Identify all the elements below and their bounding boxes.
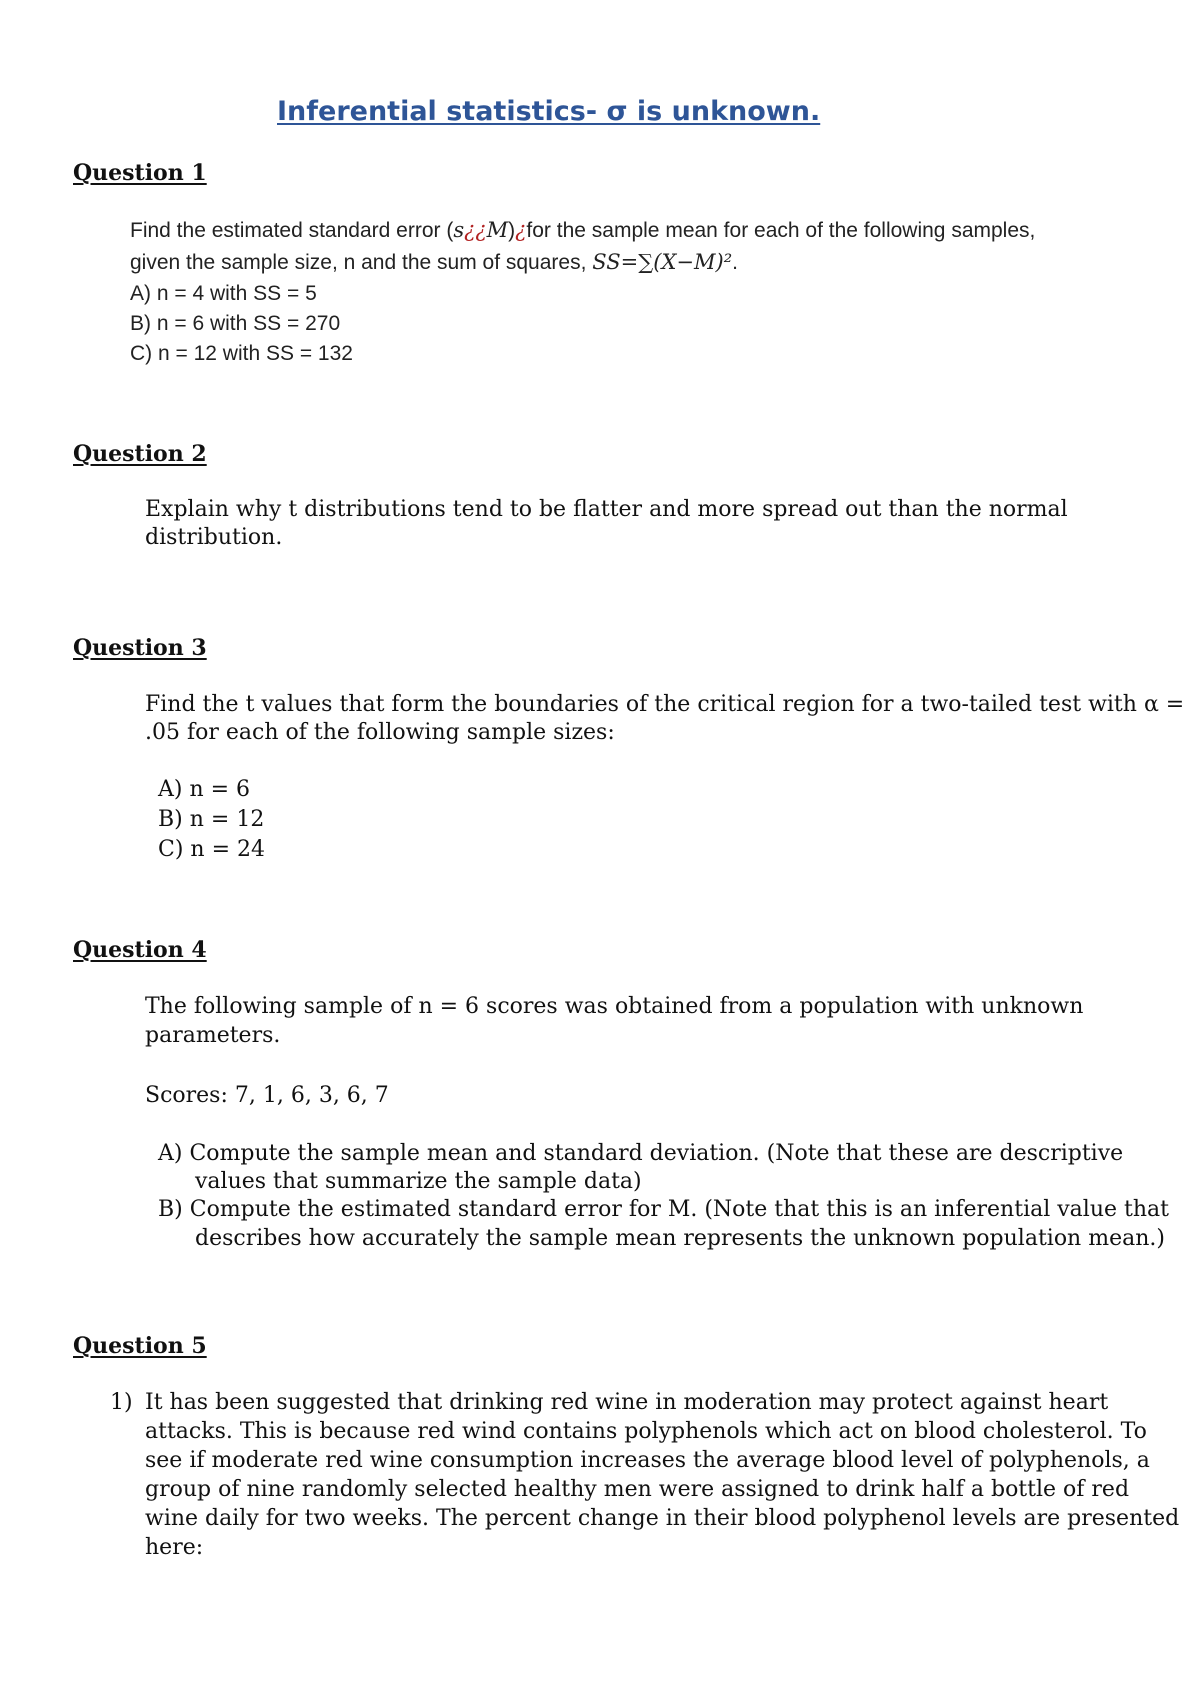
question-2-text-line-1: Explain why t distributions tend to be flatter and more spread out than the normal [145,497,1068,522]
question-5-text-line-2: attacks. This is because red wind contains polyphenols which act on blood cholesterol. To [145,1419,1147,1444]
question-5-text-line-4: group of nine randomly selected healthy men were assigned to drink half a bottle of red [145,1477,1130,1502]
question-3-text-line-1: Find the t values that form the boundaries of the critical region for a two-tailed test with α = [145,692,1185,717]
question-4-heading: Question 4 [73,937,207,963]
question-5-text-line-1: It has been suggested that drinking red wine in moderation may protect against heart [145,1390,1109,1415]
question-3-heading: Question 3 [73,635,207,661]
question-3-item-a: A) n = 6 [158,777,251,802]
question-4-scores: Scores: 7, 1, 6, 3, 6, 7 [145,1083,389,1108]
question-4-text-line-1: The following sample of n = 6 scores was obtained from a population with unknown [145,994,1084,1019]
question-4-item-b-line-1: B) Compute the estimated standard error for M. (Note that this is an inferential value that [158,1197,1169,1222]
question-2-heading: Question 2 [73,441,207,467]
question-5-heading: Question 5 [73,1333,207,1359]
question-3-item-b: B) n = 12 [158,807,265,832]
question-1-item-c: C) n = 12 with SS = 132 [130,342,353,365]
question-5-text-line-5: wine daily for two weeks. The percent change in their blood polyphenol levels are presented [145,1506,1180,1531]
question-4-text-line-2: parameters. [145,1023,281,1048]
question-3-text-line-2: .05 for each of the following sample sizes: [145,720,615,745]
question-1-item-a: A) n = 4 with SS = 5 [130,282,317,305]
question-1-text-line-2: given the sample size, n and the sum of squares, SS=∑(X−M)². [130,250,738,274]
question-4-item-a-line-2: values that summarize the sample data) [195,1169,642,1194]
question-5-text-line-3: see if moderate red wine consumption increases the average blood level of polyphenols, a [145,1448,1150,1473]
question-4-item-a-line-1: A) Compute the sample mean and standard deviation. (Note that these are descriptive [158,1141,1124,1166]
question-4-item-b-line-2: describes how accurately the sample mean represents the unknown population mean.) [195,1226,1165,1251]
document-title: Inferential statistics- σ is unknown. [277,96,821,127]
question-1-text-line-1: Find the estimated standard error (s¿¿M)¿for the sample mean for each of the following samples, [130,218,1036,242]
question-5-list-number: 1) [110,1390,133,1415]
question-1-item-b: B) n = 6 with SS = 270 [130,312,341,335]
question-1-heading: Question 1 [73,160,207,186]
question-2-text-line-2: distribution. [145,525,283,550]
question-3-item-c: C) n = 24 [158,837,265,862]
question-5-text-line-6: here: [145,1535,204,1560]
